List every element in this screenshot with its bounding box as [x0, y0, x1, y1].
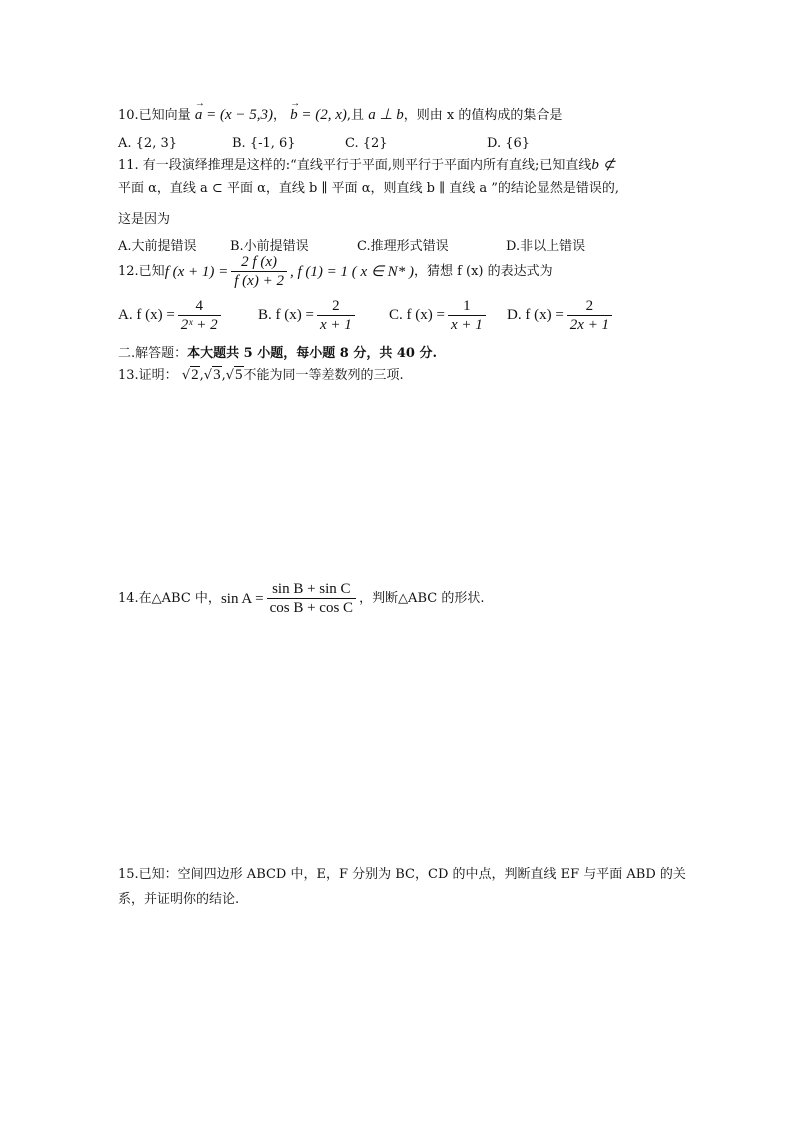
q12-option-d-den: 2x + 1: [567, 315, 612, 334]
q12-condition: , f (1) = 1 ( x ∈ N* ): [289, 263, 414, 280]
section-2-bold-text: 本大题共 5 小题，每小题 8 分，共 40 分.: [187, 346, 438, 361]
question-14: [118, 580, 484, 617]
q11-option-b: B.小前提错误: [230, 239, 309, 254]
question-11-line2: 平面 α，直线 a ⊂ 平面 α，直线 b ∥ 平面 α，则直线 b ∥ 直线 a ”的结论显然是错误的,: [118, 181, 620, 196]
q12-option-c-label: C. f (x) =: [389, 307, 445, 323]
q12-option-d-fraction: [567, 297, 612, 334]
q12-option-b-num: 2: [332, 298, 340, 314]
q12-option-c-den: x + 1: [448, 315, 486, 334]
q10-vector-b: → b = (2, x): [290, 106, 347, 124]
question-12-stem: [118, 253, 553, 290]
q13-radicand-3: 3: [213, 367, 221, 383]
q12-option-d: [507, 297, 615, 334]
q14-denominator: cos B + cos C: [267, 598, 356, 617]
q12-option-b-fraction: [317, 297, 355, 334]
q10-suffix: ，则由 x 的值构成的集合是: [403, 108, 563, 123]
q10-condition: a ⊥ b: [368, 107, 404, 123]
question-13: 13.证明： √2,√3,√5不能为同一等差数列的三项.: [118, 367, 404, 383]
q13-suffix: 不能为同一等差数列的三项.: [243, 368, 404, 383]
q11-option-c: C.推理形式错误: [357, 239, 449, 254]
q13-sqrt-2: √2: [181, 367, 199, 383]
question-11-line3: 这是因为: [118, 212, 171, 227]
q13-sqrt-3: √3: [203, 367, 221, 383]
q12-option-c: [389, 297, 489, 334]
q14-lhs: sin A =: [220, 590, 264, 607]
q12-option-a-label: A. f (x) =: [118, 307, 175, 323]
q12-option-a-fraction: [178, 297, 221, 334]
q12-fraction: [231, 253, 287, 290]
q12-denominator: f (x) + 2: [231, 271, 287, 290]
q13-radicand-5: 5: [235, 367, 243, 383]
q14-numerator: sin B + sin C: [272, 581, 351, 597]
question-15-line1: 15.已知：空间四边形 ABCD 中，E，F 分别为 BC，CD 的中点，判断直线 EF 与平面 ABD 的关: [118, 867, 686, 882]
q10-prefix: 10.已知向量: [118, 108, 191, 123]
q10-vector-a: → a = (x − 5,3): [195, 106, 273, 124]
q10-option-a: A. {2, 3}: [118, 136, 178, 151]
q12-option-a-den: 2ˣ + 2: [178, 315, 221, 334]
q11-option-a: A.大前提错误: [118, 239, 197, 254]
q12-suffix: ，猜想 f (x) 的表达式为: [413, 263, 553, 279]
q12-option-b-den: x + 1: [317, 315, 355, 334]
q12-numerator: 2 f (x): [241, 254, 277, 270]
question-15-line2: 系，并证明你的结论.: [118, 892, 240, 907]
q10-option-d: D. {6}: [487, 136, 531, 151]
q13-sqrt-5: √5: [225, 367, 243, 383]
q12-option-d-num: 2: [585, 298, 594, 314]
q13-radicand-2: 2: [191, 367, 199, 383]
q14-fraction: [267, 580, 356, 617]
q14-prefix: 14.在△ABC 中，: [118, 590, 221, 606]
q13-prefix: 13.证明：: [118, 368, 178, 383]
q12-prefix: 12.已知: [118, 263, 165, 279]
question-11-line1: [118, 156, 615, 175]
section-2-heading: [118, 345, 437, 363]
q12-option-b-label: B. f (x) =: [258, 307, 314, 323]
q12-option-d-label: D. f (x) =: [507, 307, 564, 323]
q10-option-b: B. {-1, 6}: [232, 136, 296, 151]
q11-option-d: D.非以上错误: [506, 239, 586, 254]
section-2-prefix: 二.解答题：: [118, 346, 188, 361]
q12-option-a-num: 4: [195, 298, 203, 314]
question-10-stem: 10.已知向量 → a = (x − 5,3)， → b = (2, x),且 a ⊥ b，则由 x 的值构成的集合是: [118, 106, 562, 125]
q12-option-a: [118, 297, 224, 334]
q12-option-b: [258, 297, 358, 334]
q12-option-c-fraction: [448, 297, 486, 334]
q12-option-c-num: 1: [463, 298, 471, 314]
q12-lhs: f (x + 1) =: [164, 263, 229, 280]
q11-text-1: 11. 有一段演绎推理是这样的:“直线平行于平面,则平行于平面内所有直线;已知直线: [118, 158, 592, 173]
q11-symbol: b ⊄: [591, 157, 616, 173]
q10-cond-prefix: ,且: [346, 108, 365, 123]
q10-option-c: C. {2}: [345, 136, 388, 151]
q14-suffix: ，判断△ABC 的形状.: [359, 590, 485, 606]
